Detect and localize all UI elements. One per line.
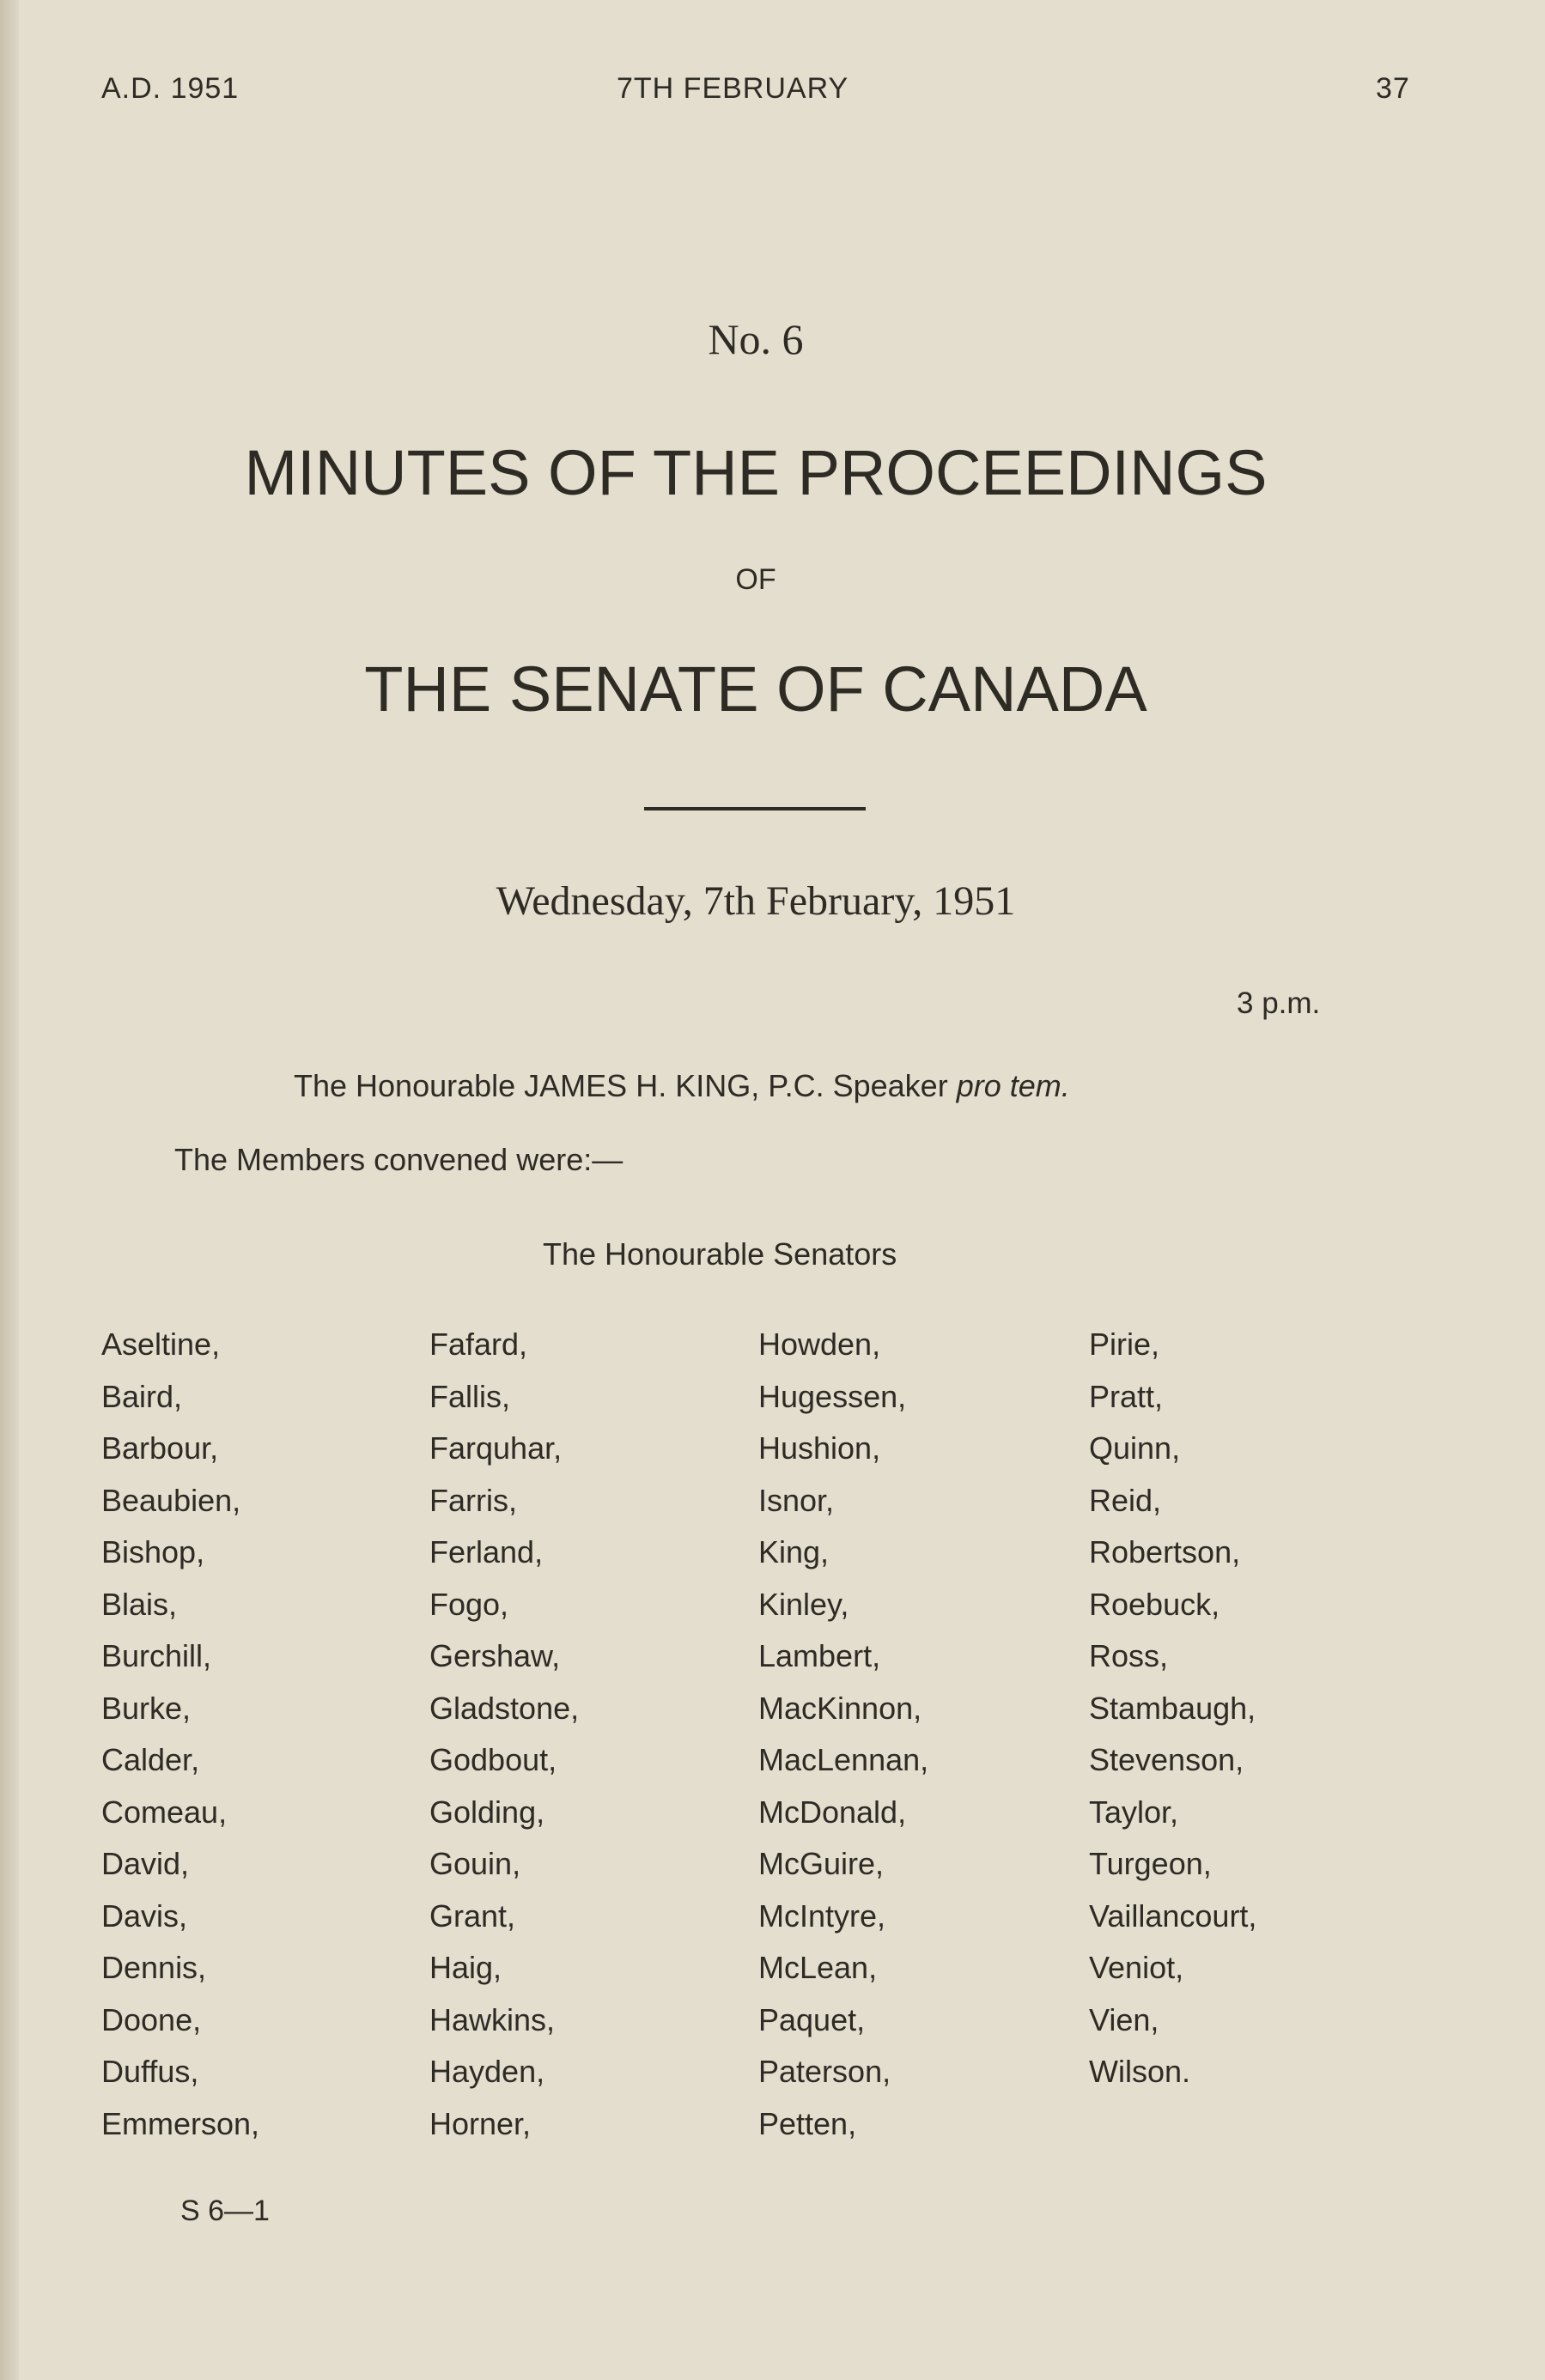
senator-name: Aseltine, — [101, 1327, 221, 1362]
members-intro: The Members convened were:— — [174, 1142, 623, 1177]
senator-name: MacLennan, — [758, 1742, 929, 1777]
senator-name: Calder, — [101, 1742, 200, 1777]
senator-name: Dennis, — [101, 1950, 207, 1985]
senator-name: Gladstone, — [429, 1690, 580, 1726]
title-divider — [644, 807, 866, 811]
senator-name: Burchill, — [101, 1638, 212, 1673]
senator-name: Kinley, — [758, 1586, 849, 1622]
minutes-number: No. 6 — [708, 315, 804, 363]
senator-name: Farquhar, — [429, 1430, 563, 1466]
senator-name: Hugessen, — [758, 1378, 907, 1414]
senator-name: Isnor, — [758, 1482, 835, 1518]
title-of: OF — [735, 563, 776, 596]
senator-name: Baird, — [101, 1378, 183, 1414]
senators-column-1 — [101, 1319, 259, 2150]
senator-name: King, — [758, 1534, 830, 1569]
senator-name: Fafard, — [429, 1327, 528, 1362]
senator-name: Vaillancourt, — [1089, 1897, 1257, 1934]
senator-name: Stevenson, — [1089, 1742, 1244, 1777]
senator-name: McLean, — [758, 1950, 878, 1985]
sitting-time: 3 p.m. — [1237, 987, 1321, 1020]
senator-name: Petten, — [758, 2105, 857, 2141]
senators-column-4 — [1089, 1319, 1256, 2098]
senator-name: Barbour, — [101, 1430, 219, 1466]
senator-name: Roebuck, — [1089, 1586, 1220, 1622]
title-line-1: MINUTES OF THE PROCEEDINGS — [244, 437, 1268, 508]
senator-name: Godbout, — [429, 1742, 557, 1777]
senators-column-3 — [758, 1319, 928, 2150]
senator-name: Haig, — [429, 1950, 502, 1985]
senator-name: McGuire, — [758, 1846, 885, 1881]
senator-name: Paterson, — [758, 2054, 891, 2089]
senator-name: Comeau, — [101, 1794, 228, 1830]
senator-name: Quinn, — [1089, 1430, 1181, 1466]
signature-mark: S 6—1 — [180, 2195, 270, 2227]
senator-name: David, — [101, 1846, 190, 1881]
senator-name: Turgeon, — [1089, 1846, 1212, 1881]
senator-name: Ferland, — [429, 1534, 544, 1569]
senator-name: Veniot, — [1089, 1950, 1184, 1985]
senator-name: Taylor, — [1089, 1794, 1179, 1830]
senator-name: Gouin, — [429, 1846, 521, 1881]
speaker-prefix: The Honourable JAMES H. KING, P.C. Speaker — [294, 1068, 957, 1103]
sitting-date: Wednesday, 7th February, 1951 — [496, 878, 1016, 924]
senator-name: Paquet, — [758, 2001, 866, 2037]
senator-name: Wilson. — [1089, 2054, 1191, 2089]
senator-name: Vien, — [1089, 2001, 1159, 2037]
speaker-role: pro tem. — [956, 1068, 1070, 1103]
senator-name: Pratt, — [1089, 1378, 1164, 1414]
header-year: A.D. 1951 — [101, 72, 240, 105]
senator-name: Horner, — [429, 2105, 532, 2141]
page-number: 37 — [1376, 72, 1410, 105]
senator-name: Bishop, — [101, 1534, 205, 1569]
senator-name: Hushion, — [758, 1430, 881, 1466]
senator-name: Doone, — [101, 2001, 202, 2037]
senator-name: Duffus, — [101, 2054, 199, 2089]
senator-name: Robertson, — [1089, 1534, 1241, 1569]
senators-heading: The Honourable Senators — [543, 1236, 897, 1272]
header-date: 7TH FEBRUARY — [617, 72, 849, 105]
senator-name: Burke, — [101, 1690, 192, 1726]
senator-name: Emmerson, — [101, 2105, 260, 2141]
senator-name: Fogo, — [429, 1586, 509, 1622]
senator-name: Farris, — [429, 1482, 517, 1518]
senator-name: Beaubien, — [101, 1482, 241, 1518]
senators-column-2 — [429, 1319, 579, 2150]
senator-name: Fallis, — [429, 1378, 511, 1414]
senator-name: McIntyre, — [758, 1897, 886, 1934]
senator-name: Hawkins, — [429, 2001, 556, 2037]
senator-name: Gershaw, — [429, 1638, 561, 1673]
senator-name: Howden, — [758, 1327, 881, 1362]
senator-name: MacKinnon, — [758, 1690, 922, 1726]
senator-name: Lambert, — [758, 1638, 881, 1673]
senator-name: Ross, — [1089, 1638, 1169, 1673]
senator-name: Grant, — [429, 1897, 516, 1934]
senator-name: Reid, — [1089, 1482, 1162, 1518]
title-line-2: THE SENATE OF CANADA — [364, 653, 1147, 725]
senator-name: McDonald, — [758, 1794, 907, 1830]
senator-name: Hayden, — [429, 2054, 545, 2089]
senator-name: Stambaugh, — [1089, 1690, 1256, 1726]
senator-name: Pirie, — [1089, 1327, 1160, 1362]
senator-name: Blais, — [101, 1586, 178, 1622]
speaker-line — [294, 1068, 1070, 1104]
senator-name: Davis, — [101, 1897, 188, 1934]
senator-name: Golding, — [429, 1794, 545, 1830]
